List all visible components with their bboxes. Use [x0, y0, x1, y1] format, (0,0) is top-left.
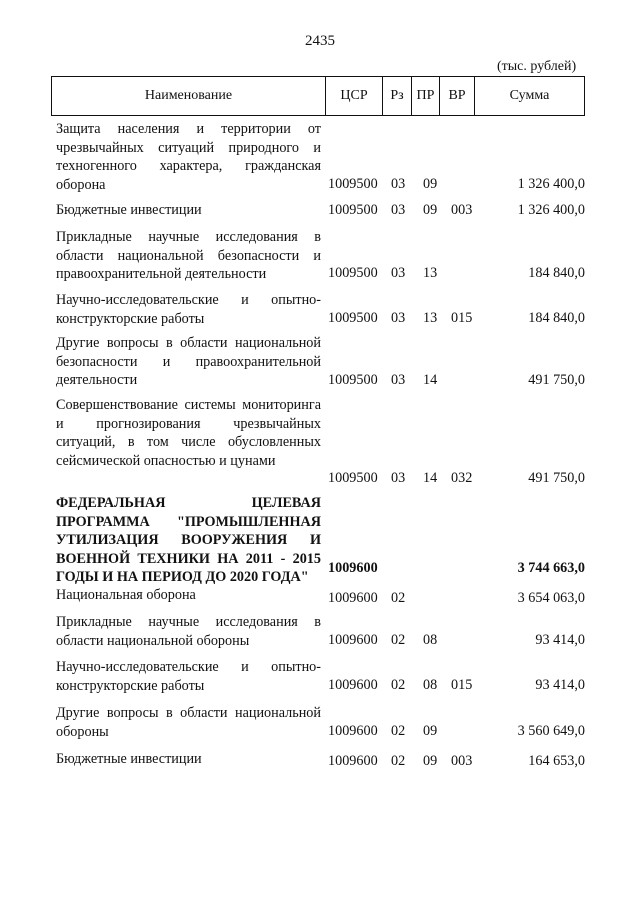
row-csr: 1009600 [328, 632, 378, 648]
row-csr: 1009500 [328, 372, 378, 388]
row-sum: 184 840,0 [528, 265, 585, 281]
header-vr: ВР [440, 77, 475, 115]
row-csr: 1009500 [328, 202, 378, 218]
row-csr: 1009600 [328, 677, 378, 693]
row-rz: 03 [391, 265, 406, 281]
row-vr: 015 [451, 677, 473, 693]
row-pr: 08 [423, 632, 438, 648]
row-pr: 09 [423, 176, 438, 192]
row-rz: 02 [391, 677, 406, 693]
row-name: Национальная оборона [56, 587, 196, 603]
row-rz: 02 [391, 723, 406, 739]
row-sum: 3 654 063,0 [517, 590, 585, 606]
header-sum: Сумма [509, 88, 550, 103]
row-pr: 14 [423, 470, 438, 486]
row-csr: 1009500 [328, 310, 378, 326]
table-row [51, 658, 585, 696]
row-rz: 03 [391, 202, 406, 218]
row-rz: 03 [391, 176, 406, 192]
row-csr: 1009600 [328, 560, 378, 576]
row-csr: 1009600 [328, 753, 378, 769]
table-row [51, 704, 585, 742]
table-row [51, 494, 585, 586]
row-pr: 13 [423, 265, 438, 281]
table-row [51, 201, 585, 221]
table-header [51, 76, 585, 116]
row-pr: 09 [423, 723, 438, 739]
row-pr: 13 [423, 310, 438, 326]
row-name: Другие вопросы в области национальной обороны [56, 705, 321, 740]
row-name: Прикладные научные исследования в области национальной безопасности и правоохранительной деятельности [56, 229, 321, 283]
table-row [51, 228, 585, 284]
units-label: (тыс. рублей) [497, 59, 577, 74]
row-csr: 1009500 [328, 176, 378, 192]
table-row [51, 586, 585, 606]
row-rz: 03 [391, 470, 406, 486]
row-name: Бюджетные инвестиции [56, 751, 202, 767]
row-sum: 1 326 400,0 [517, 202, 585, 218]
row-sum: 93 414,0 [535, 632, 585, 648]
row-csr: 1009600 [328, 723, 378, 739]
row-vr: 003 [451, 202, 473, 218]
row-name: Научно-исследовательские и опытно-конструкторские работы [56, 292, 321, 327]
row-vr: 032 [451, 470, 473, 486]
table-row [51, 396, 585, 488]
row-sum: 1 326 400,0 [517, 176, 585, 192]
row-csr: 1009500 [328, 265, 378, 281]
row-rz: 02 [391, 753, 406, 769]
row-sum: 3 744 663,0 [517, 560, 585, 576]
row-rz: 03 [391, 310, 406, 326]
table-row [51, 291, 585, 329]
row-pr: 14 [423, 372, 438, 388]
row-sum: 491 750,0 [528, 470, 585, 486]
page-number: 2435 [305, 33, 335, 49]
row-pr: 08 [423, 677, 438, 693]
header-pr: ПР [412, 77, 440, 115]
row-name: ФЕДЕРАЛЬНАЯ ЦЕЛЕВАЯ ПРОГРАММА "ПРОМЫШЛЕННАЯ УТИЛИЗАЦИЯ ВООРУЖЕНИЯ И ВОЕННОЙ ТЕХНИКИ НА 2011 - 2015 ГОДЫ И НА ПЕРИОД ДО 2020 ГОДА" [56, 495, 321, 586]
row-name: Бюджетные инвестиции [56, 202, 202, 218]
row-rz: 03 [391, 372, 406, 388]
row-rz: 02 [391, 590, 406, 606]
header-rz: Рз [383, 77, 412, 115]
row-sum: 3 560 649,0 [517, 723, 585, 739]
row-name: Другие вопросы в области национальной безопасности и правоохранительной деятельности [56, 335, 321, 389]
row-name: Научно-исследовательские и опытно-конструкторские работы [56, 659, 321, 694]
row-csr: 1009600 [328, 590, 378, 606]
row-sum: 184 840,0 [528, 310, 585, 326]
row-rz: 02 [391, 632, 406, 648]
row-name: Прикладные научные исследования в области национальной обороны [56, 614, 321, 649]
row-pr: 09 [423, 202, 438, 218]
row-name: Защита населения и территории от чрезвычайных ситуаций природного и техногенного характера, гражданская оборона [56, 121, 321, 193]
table-row [51, 750, 585, 770]
row-vr: 015 [451, 310, 473, 326]
row-name: Совершенствование системы мониторинга и прогнозирования чрезвычайных ситуаций, в том числе обусловленных сейсмической опасностью и цунами [56, 397, 321, 469]
table-row [51, 120, 585, 193]
header-name: Наименование [52, 77, 326, 115]
row-sum: 93 414,0 [535, 677, 585, 693]
row-sum: 164 653,0 [528, 753, 585, 769]
row-sum: 491 750,0 [528, 372, 585, 388]
row-csr: 1009500 [328, 470, 378, 486]
row-vr: 003 [451, 753, 473, 769]
table-row [51, 613, 585, 651]
row-pr: 09 [423, 753, 438, 769]
table-row [51, 334, 585, 390]
header-csr: ЦСР [326, 77, 383, 115]
